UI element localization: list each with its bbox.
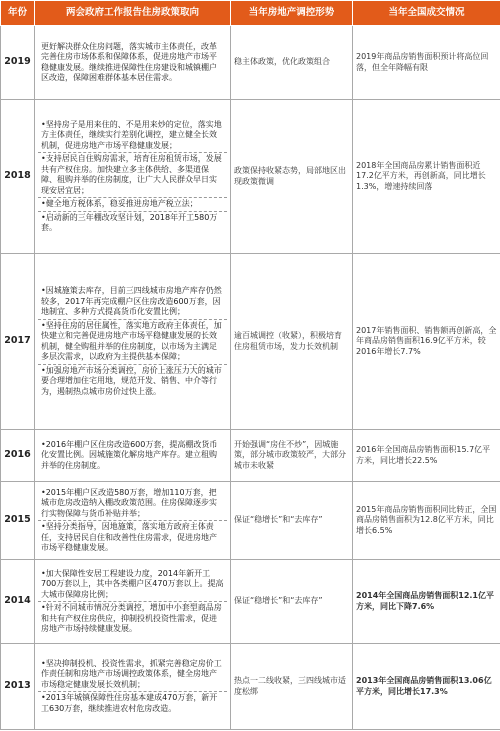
market-cell: 保证“稳增长”和“去库存” <box>231 482 353 560</box>
year-cell: 2015 <box>1 482 35 560</box>
year-cell: 2018 <box>1 100 35 254</box>
policy-cell <box>35 560 231 644</box>
deal-cell: 2016年全国商品房销售面积15.7亿平方米，同比增长22.5% <box>353 430 500 482</box>
market-cell: 逾百城调控（收紧），积极培育住房租赁市场，发力长效机制 <box>231 254 353 430</box>
market-cell: 保证“稳增长”和“去库存” <box>231 560 353 644</box>
policy-item: •健全地方税体系，稳妥推进房地产税立法； <box>38 197 227 211</box>
deal-cell: 2015年商品房销售面积同比转正，全国商品房销售面积为12.8亿平方米，同比增长6.5% <box>353 482 500 560</box>
policy-item: •因城施策去库存，目前三四线城市房地产库存仍然较多，2017年再完成棚户区住房改造600万套，因地制宜、多种方式提高货币化安置比例； <box>41 286 222 316</box>
policy-item: •坚持分类指导，因地施策，落实地方政府主体责任，支持居民自住和改善性住房需求，促进房地产市场平稳健康发展。 <box>38 520 227 555</box>
table-row-2014 <box>1 560 500 644</box>
year-cell: 2017 <box>1 254 35 430</box>
table-row-2017 <box>1 254 500 430</box>
header-row <box>1 1 500 26</box>
header-year: 年份 <box>1 1 35 26</box>
deal-cell: 2019年商品房销售面积预计将高位回落，但全年降幅有限 <box>353 26 500 100</box>
policy-cell <box>35 430 231 482</box>
policy-item: •启动新的三年棚改攻坚计划，2018年开工580万套。 <box>38 211 227 235</box>
policy-cell <box>35 482 231 560</box>
deal-cell: 2013年全国商品房销售面积13.06亿平方米，同比增长17.3% <box>353 644 500 730</box>
header-deal: 当年全国成交情况 <box>353 1 500 26</box>
market-cell: 热点一二线收紧，三四线城市适度松绑 <box>231 644 353 730</box>
policy-item: 更好解决群众住房问题，落实城市主体责任，改革完善住房市场体系和保障体系，促进房地产市场平稳健康发展。继续推进保障性住房建设和城镇棚户区改造，保障困难群体基本居住需求。 <box>41 41 217 82</box>
policy-item: •2013年城镇保障性住房基本建成470万套，新开工630万套，继续推进农村危房改造。 <box>38 691 227 715</box>
deal-cell: 2014年全国商品房销售面积12.1亿平方米，同比下降7.6% <box>353 560 500 644</box>
market-cell: 稳主体政策，优化政策组合 <box>231 26 353 100</box>
year-cell: 2014 <box>1 560 35 644</box>
policy-item: •2015年棚户区改造580万套，增加110万套，把城市危房改造纳入棚改政策范围。住房保障逐步实行实物保障与货币补贴并举； <box>41 487 217 518</box>
year-cell: 2016 <box>1 430 35 482</box>
market-cell: 开始强调“房住不炒”，因城施策，部分城市政策较严，大部分城市未收紧 <box>231 430 353 482</box>
table-row-2018 <box>1 100 500 254</box>
header-market: 当年房地产调控形势 <box>231 1 353 26</box>
table-row-2016 <box>1 430 500 482</box>
policy-item: •坚决抑制投机、投资性需求，抓紧完善稳定房价工作责任制和房地产市场调控政策体系，健全房地产市场稳定健康发展长效机制； <box>41 658 222 689</box>
policy-cell <box>35 26 231 100</box>
policy-item: •针对不同城市情况分类调控，增加中小套型商品房和共有产权住房供应，抑制投机投资性需求，促进房地产市场持续健康发展。 <box>38 601 227 636</box>
policy-item: •2016年棚户区住房改造600万套，提高棚改货币化安置比例。因城施策化解房地产库存。建立租购并举的住房制度。 <box>41 439 218 470</box>
policy-item: •加大保障性安居工程建设力度，2014年新开工700万套以上，其中各类棚户区470万套以上。提高大城市保障房比例； <box>41 568 224 599</box>
market-cell: 政策保持收紧态势，局部地区出现政策微调 <box>231 100 353 254</box>
header-policy: 两会政府工作报告住房政策取向 <box>35 1 231 26</box>
table-row-2019 <box>1 26 500 100</box>
table-row-2013 <box>1 644 500 730</box>
policy-cell <box>35 254 231 430</box>
deal-cell: 2017年销售面积、销售额再创新高，全年商品房销售面积16.9亿平方米，较2016年增长7.7% <box>353 254 500 430</box>
policy-item: •支持居民自住购房需求，培育住房租赁市场，发展共有产权住房。加快建立多主体供给、多渠道保障、租购并举的住房制度，让广大人民群众早日实现安居宜居； <box>38 152 227 197</box>
policy-cell <box>35 100 231 254</box>
policy-item: •坚持房子是用来住的、不是用来炒的定位，落实地方主体责任，继续实行差别化调控，建立健全长效机制，促进房地产市场平稳健康发展； <box>41 119 222 150</box>
year-cell: 2019 <box>1 26 35 100</box>
policy-item: •坚持住房的居住属性，落实地方政府主体责任，加快建立和完善促进房地产市场平稳健康发展的长效机制，健全购租并举的住房制度，以市场为主满足多层次需求，以政府为主提供基本保障； <box>38 319 227 364</box>
policy-cell <box>35 644 231 730</box>
deal-cell: 2018年全国商品房累计销售面积近17.2亿平方米，再创新高，同比增长1.3%，增速持续回落 <box>353 100 500 254</box>
year-cell: 2013 <box>1 644 35 730</box>
policy-item: •加强房地产市场分类调控，房价上涨压力大的城市要合理增加住宅用地，规范开发、销售、中介等行为，遏制热点城市房价过快上涨。 <box>38 364 227 399</box>
table-row-2015 <box>1 482 500 560</box>
